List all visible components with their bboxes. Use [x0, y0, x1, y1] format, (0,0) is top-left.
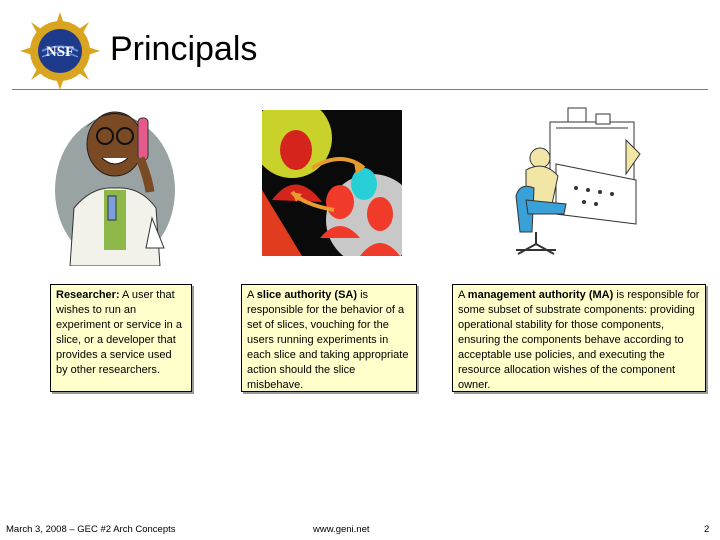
- researcher-clipart: [52, 98, 178, 266]
- footer-url: www.geni.net: [313, 524, 370, 535]
- management-authority-definition: is responsible for some subset of substrate components: providing operational stability for those components, ensuring the components behave according to acceptable use policies, and executing the resource allocation wishes of the component owner.: [458, 289, 700, 391]
- researcher-definition: A user that wishes to run an experiment or service in a slice, or a developer that provides a service used by other researchers.: [56, 289, 182, 376]
- slice-authority-description: [241, 284, 417, 392]
- slice-authority-term: slice authority (SA): [256, 289, 358, 301]
- researcher-term: Researcher:: [56, 289, 120, 301]
- logo-text: NSF: [45, 44, 75, 60]
- nsf-logo: [20, 12, 100, 90]
- slice-authority-clipart: [262, 110, 402, 256]
- page-number: 2: [704, 524, 710, 535]
- management-authority-clipart: [496, 104, 642, 258]
- title-divider: [12, 89, 708, 90]
- management-authority-term: management authority (MA): [467, 289, 614, 301]
- slice-authority-lead: A: [247, 289, 257, 301]
- management-authority-lead: A: [458, 289, 468, 301]
- researcher-description: [50, 284, 192, 392]
- footer-date: March 3, 2008 – GEC #2 Arch Concepts: [6, 524, 176, 535]
- slice-authority-definition: is responsible for the behavior of a set of slices, vouching for the users running experiments in each slice and taking appropriate action should the slice misbehave.: [247, 289, 409, 391]
- management-authority-description: [452, 284, 706, 392]
- slide-title: Principals: [110, 30, 258, 68]
